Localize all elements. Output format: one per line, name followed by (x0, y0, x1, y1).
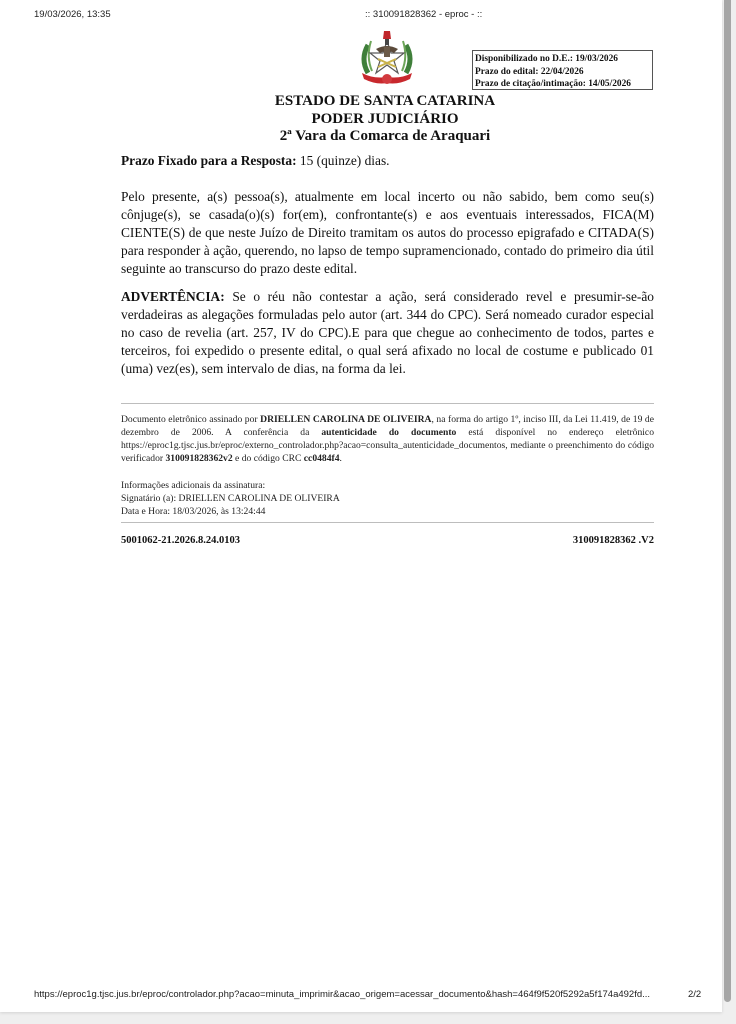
print-datetime: 19/03/2026, 13:35 (34, 9, 111, 20)
authenticity-label: autenticidade do documento (321, 427, 457, 438)
edict-deadline: Prazo do edital: 22/04/2026 (475, 66, 584, 77)
response-deadline (121, 152, 654, 170)
crc-code: cc0484f4 (303, 453, 340, 464)
signature-info (121, 479, 654, 518)
document-version: 310091828362 .V2 (572, 535, 654, 546)
electronic-signature-notice (121, 413, 654, 465)
signature-text: . (339, 453, 342, 464)
process-number: 5001062-21.2026.8.24.0103 (121, 535, 240, 546)
signatory: Signatário (a): DRIELLEN CAROLINA DE OLIVEIRA (121, 493, 340, 504)
verifier-code: 310091828362v2 (165, 453, 233, 464)
warning-paragraph (121, 288, 654, 378)
publication-dates-box (472, 50, 653, 90)
deadline-label: Prazo Fixado para a Resposta: (121, 153, 297, 168)
state-name: ESTADO DE SANTA CATARINA (274, 93, 496, 109)
signature-text: Documento eletrônico assinado por (121, 414, 261, 425)
citation-paragraph: Pelo presente, a(s) pessoa(s), atualmente em local incerto ou não sabido, bem como seu(s) cônjuge(s), se casada(o)(s) for(em), confrontante(s) e aos eventuais interessados, FICA(M) CIENTE(S) de que neste Juízo de Direito tramitam os autos do processo epigrafado e CITADA(S) para responder à ação, querendo, no lapso de tempo supramencionado, contado do primeiro dia útil seguinte ao transcurso do prazo deste edital. (121, 189, 654, 276)
warning-text: Se o réu não contestar a ação, será considerado revel e presumir-se-ão verdadeiras as alegações formuladas pelo autor (art. 344 do CPC). Será nomeado curador especial no caso de revelia (art. 257, IV do CPC).E para que chegue ao conhecimento de todos, partes e terceiros, foi expedido o presente edital, o qual será afixado no local de costume e publicado 01 (uma) vez(es), sem intervalo de dias, na forma da lei. (121, 289, 654, 376)
signature-text: e do código CRC (232, 453, 304, 464)
signature-text: está disponível no endereço eletrônico https://eproc1g.tjsc.jus.br/eproc/externo_controlador.php?acao=consulta_autenticidade_documentos, mediante o preenchimento do código verificador (121, 427, 654, 464)
divider (121, 522, 654, 523)
signature-datetime: Data e Hora: 18/03/2026, às 13:24:44 (121, 506, 266, 517)
coat-of-arms-icon (358, 27, 416, 89)
published-date: Disponibilizado no D.E.: 19/03/2026 (475, 54, 618, 64)
document-heading (200, 93, 570, 146)
signer-name: DRIELLEN CAROLINA DE OLIVEIRA (260, 414, 432, 425)
warning-label: ADVERTÊNCIA: (121, 289, 225, 304)
citation-deadline: Prazo de citação/intimação: 14/05/2026 (475, 79, 631, 90)
print-footer (0, 989, 722, 1003)
page-number: 2/2 (688, 989, 702, 1000)
signature-text: , na forma do artigo 1º, inciso III, da Lei 11.419, de 19 de dezembro de 2006. A conferência da (121, 414, 654, 438)
print-header (0, 9, 722, 23)
judiciary-branch: PODER JUDICIÁRIO (311, 110, 459, 127)
print-url: https://eproc1g.tjsc.jus.br/eproc/controlador.php?acao=minuta_imprimir&acao_origem=acessar_documento&hash=464f9f520f5292a5f174a492fd... (34, 989, 651, 1000)
print-title: :: 310091828362 - eproc - :: (365, 9, 483, 20)
signature-info-title: Informações adicionais da assinatura: (121, 480, 266, 491)
divider (121, 403, 654, 404)
court-name: 2ª Vara da Comarca de Araquari (279, 128, 491, 145)
deadline-value: 15 (quinze) dias. (296, 153, 390, 168)
vertical-scrollbar[interactable] (724, 0, 731, 1002)
